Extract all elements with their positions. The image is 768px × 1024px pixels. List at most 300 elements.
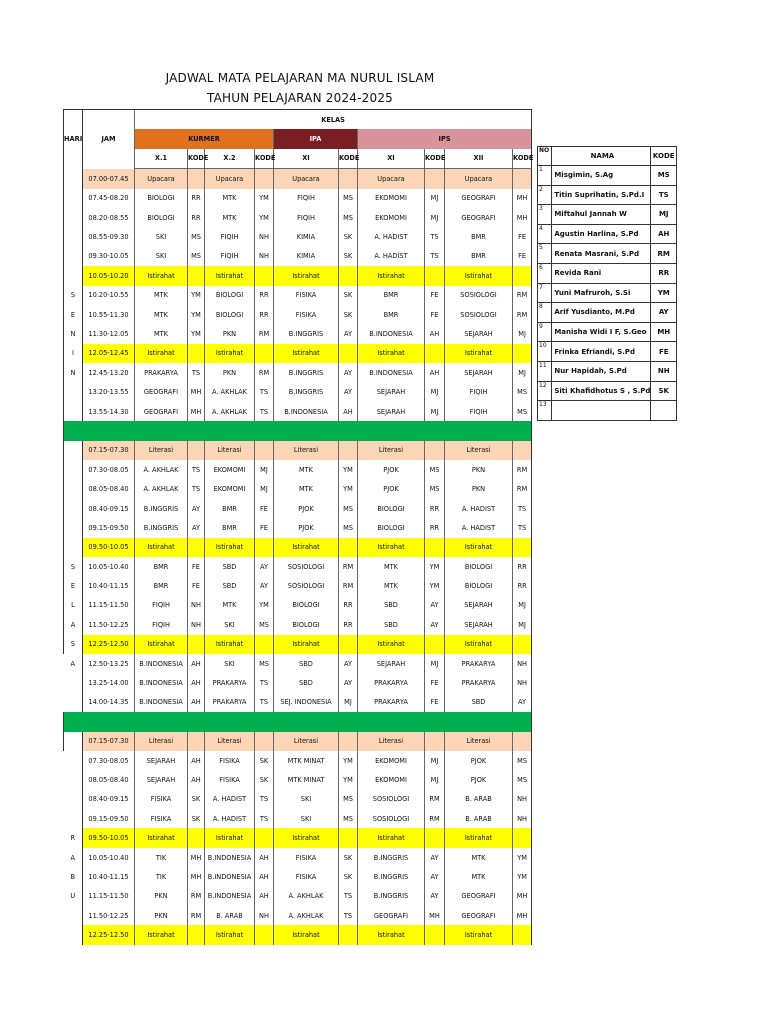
hari-header: HARI bbox=[64, 110, 83, 169]
subject-cell: Istirahat bbox=[445, 828, 513, 847]
teacher-code: NH bbox=[513, 809, 532, 828]
teacher-code bbox=[339, 828, 358, 847]
teacher-code bbox=[339, 344, 358, 363]
teacher-code bbox=[255, 925, 274, 944]
subject-cell: SOSIOLOGI bbox=[274, 557, 339, 576]
subject-cell: A. HADIST bbox=[205, 790, 255, 809]
subject-cell: SEJARAH bbox=[358, 382, 425, 401]
teacher-code: MS bbox=[188, 227, 205, 246]
teacher-code: MS bbox=[425, 479, 445, 498]
subject-cell: B. ARAB bbox=[445, 809, 513, 828]
teacher-code: MJ bbox=[425, 654, 445, 673]
teacher-kode: FE bbox=[651, 342, 677, 362]
schedule-row bbox=[64, 305, 532, 324]
class-col-header: X.1 bbox=[135, 149, 188, 169]
teacher-code bbox=[513, 732, 532, 751]
teacher-code bbox=[513, 169, 532, 189]
teacher-code bbox=[188, 538, 205, 557]
subject-cell: Literasi bbox=[205, 732, 255, 751]
subject-cell: Literasi bbox=[274, 732, 339, 751]
teacher-code: MS bbox=[425, 460, 445, 479]
teacher-code: MJ bbox=[513, 324, 532, 343]
subject-cell: B.INDONESIA bbox=[205, 867, 255, 886]
kode-col-header: KODE bbox=[255, 149, 274, 169]
ips-header: IPS bbox=[358, 129, 532, 148]
teacher-kode: MH bbox=[651, 322, 677, 342]
subject-cell: A. AKHLAK bbox=[205, 382, 255, 401]
subject-cell: SKI bbox=[135, 227, 188, 246]
subject-cell: SOSIOLOGI bbox=[445, 286, 513, 305]
teacher-code bbox=[188, 344, 205, 363]
day-letter bbox=[64, 402, 83, 421]
teacher-code: RR bbox=[513, 557, 532, 576]
teacher-no: 12 bbox=[538, 381, 552, 401]
class-col-header: X.2 bbox=[205, 149, 255, 169]
teacher-code bbox=[255, 635, 274, 654]
subject-cell: A. AKHLAK bbox=[135, 460, 188, 479]
subject-cell: A. HADIST bbox=[358, 227, 425, 246]
teacher-row bbox=[538, 322, 677, 342]
time-slot: 11.15-11.50 bbox=[83, 887, 135, 906]
teacher-code: FE bbox=[425, 305, 445, 324]
schedule-row bbox=[64, 867, 532, 886]
teacher-code: AY bbox=[339, 363, 358, 382]
subject-cell: B.INDONESIA bbox=[135, 693, 188, 712]
teacher-row bbox=[538, 166, 677, 186]
subject-cell: PRAKARYA bbox=[205, 673, 255, 692]
schedule-row bbox=[64, 673, 532, 692]
teacher-name: Manisha Widi I F, S.Geo bbox=[552, 322, 651, 342]
subject-cell: SEJARAH bbox=[135, 751, 188, 770]
subject-cell: SEJARAH bbox=[445, 363, 513, 382]
teacher-code: MS bbox=[339, 809, 358, 828]
teacher-code bbox=[188, 169, 205, 189]
teacher-no: 3 bbox=[538, 205, 552, 225]
subject-cell: BIOLOGI bbox=[274, 615, 339, 634]
kurmer-header: KURMER bbox=[135, 129, 274, 148]
teacher-code: NH bbox=[188, 615, 205, 634]
teacher-name: Agustin Harlina, S.Pd bbox=[552, 224, 651, 244]
teacher-code: AY bbox=[188, 499, 205, 518]
teacher-code bbox=[188, 266, 205, 285]
teacher-code: MJ bbox=[255, 460, 274, 479]
subject-cell: SOSIOLOGI bbox=[445, 305, 513, 324]
teacher-code: RM bbox=[425, 809, 445, 828]
subject-cell: Istirahat bbox=[445, 635, 513, 654]
teacher-code: MJ bbox=[339, 693, 358, 712]
subject-cell: FISIKA bbox=[274, 848, 339, 867]
subject-cell: Istirahat bbox=[205, 538, 255, 557]
time-slot: 12.25-12.50 bbox=[83, 635, 135, 654]
teacher-code: FE bbox=[425, 673, 445, 692]
day-letter bbox=[64, 460, 83, 479]
teacher-code: RM bbox=[339, 576, 358, 595]
class-col-header: XI bbox=[274, 149, 339, 169]
teacher-code bbox=[425, 266, 445, 285]
day-letter: L bbox=[64, 596, 83, 615]
teacher-kode: AH bbox=[651, 224, 677, 244]
day-letter bbox=[64, 732, 83, 751]
teacher-code bbox=[255, 344, 274, 363]
subject-cell: B.INGGRIS bbox=[274, 382, 339, 401]
teacher-code: RR bbox=[188, 189, 205, 208]
subject-cell: Upacara bbox=[445, 169, 513, 189]
time-slot: 12.25-12.50 bbox=[83, 925, 135, 944]
teacher-code: SK bbox=[339, 227, 358, 246]
subject-cell: MTK bbox=[205, 208, 255, 227]
teacher-code: RR bbox=[255, 286, 274, 305]
teacher-code: AH bbox=[255, 848, 274, 867]
teacher-name: Nur Hapidah, S.Pd bbox=[552, 361, 651, 381]
teacher-code: AH bbox=[255, 887, 274, 906]
teacher-code: MJ bbox=[513, 363, 532, 382]
subject-cell: GEOGRAFI bbox=[445, 208, 513, 227]
time-slot: 08.20-08.55 bbox=[83, 208, 135, 227]
teacher-code: YM bbox=[255, 189, 274, 208]
subject-cell: SBD bbox=[358, 596, 425, 615]
teacher-code bbox=[255, 266, 274, 285]
teacher-code bbox=[188, 441, 205, 460]
teacher-code: YM bbox=[425, 576, 445, 595]
subject-cell: B.INGGRIS bbox=[135, 499, 188, 518]
teacher-code: MJ bbox=[255, 479, 274, 498]
teacher-code: RM bbox=[255, 363, 274, 382]
subject-cell: SBD bbox=[274, 673, 339, 692]
schedule-row bbox=[64, 906, 532, 925]
teacher-code bbox=[188, 732, 205, 751]
teacher-code bbox=[425, 538, 445, 557]
subject-cell: FIQIH bbox=[445, 402, 513, 421]
subject-cell: MTK bbox=[445, 848, 513, 867]
subject-cell: BMR bbox=[135, 557, 188, 576]
time-slot: 08.40-09.15 bbox=[83, 790, 135, 809]
subject-cell: Istirahat bbox=[445, 266, 513, 285]
subject-cell: MTK MINAT bbox=[274, 751, 339, 770]
teacher-code: RR bbox=[339, 596, 358, 615]
teacher-code bbox=[255, 732, 274, 751]
day-letter bbox=[64, 169, 83, 189]
teacher-code: YM bbox=[188, 305, 205, 324]
teacher-code: FE bbox=[255, 499, 274, 518]
day-letter bbox=[64, 247, 83, 266]
teacher-code: RM bbox=[513, 305, 532, 324]
teacher-code bbox=[513, 344, 532, 363]
schedule-row bbox=[64, 324, 532, 343]
schedule-row bbox=[64, 402, 532, 421]
teacher-code: MJ bbox=[425, 751, 445, 770]
kode-col-header: KODE bbox=[339, 149, 358, 169]
teacher-code: AH bbox=[188, 770, 205, 789]
teacher-code bbox=[513, 538, 532, 557]
subject-cell: MTK bbox=[358, 576, 425, 595]
teacher-code: FE bbox=[513, 247, 532, 266]
teacher-code: YM bbox=[513, 848, 532, 867]
teacher-code: TS bbox=[425, 227, 445, 246]
teacher-code: AH bbox=[188, 693, 205, 712]
subject-cell: B.INDONESIA bbox=[205, 887, 255, 906]
teacher-no: 4 bbox=[538, 224, 552, 244]
teacher-name: Misgimin, S.Ag bbox=[552, 166, 651, 186]
subject-cell: GEOGRAFI bbox=[445, 906, 513, 925]
subject-cell: B.INDONESIA bbox=[205, 848, 255, 867]
subject-cell: Istirahat bbox=[135, 538, 188, 557]
teacher-code: YM bbox=[339, 460, 358, 479]
subject-cell: PJOK bbox=[445, 770, 513, 789]
teacher-code: SK bbox=[339, 848, 358, 867]
subject-cell: FIQIH bbox=[274, 208, 339, 227]
teacher-code: NH bbox=[255, 227, 274, 246]
subject-cell: MTK bbox=[135, 286, 188, 305]
time-slot: 12.05-12.45 bbox=[83, 344, 135, 363]
subject-cell: A. HADIST bbox=[205, 809, 255, 828]
subject-cell: B.INGGRIS bbox=[358, 887, 425, 906]
teacher-code bbox=[425, 828, 445, 847]
time-slot: 10.40-11.15 bbox=[83, 867, 135, 886]
teacher-code: AH bbox=[339, 402, 358, 421]
teacher-code: MH bbox=[513, 208, 532, 227]
subject-cell: Literasi bbox=[135, 441, 188, 460]
subject-cell: MTK bbox=[274, 460, 339, 479]
kode-col-header: KODE bbox=[513, 149, 532, 169]
time-slot: 13.25-14.00 bbox=[83, 673, 135, 692]
time-slot: 08.40-09.15 bbox=[83, 499, 135, 518]
teacher-code: NH bbox=[255, 906, 274, 925]
teacher-code: TS bbox=[255, 402, 274, 421]
page-title: JADWAL MATA PELAJARAN MA NURUL ISLAM bbox=[165, 71, 435, 85]
day-letter bbox=[64, 479, 83, 498]
teacher-code: TS bbox=[188, 479, 205, 498]
teacher-code: MH bbox=[513, 887, 532, 906]
teacher-code: MS bbox=[513, 770, 532, 789]
teacher-row bbox=[538, 361, 677, 381]
time-slot: 12.50-13.25 bbox=[83, 654, 135, 673]
teacher-code: SK bbox=[255, 770, 274, 789]
subject-cell: Istirahat bbox=[274, 925, 339, 944]
subject-cell: B.INDONESIA bbox=[135, 673, 188, 692]
subject-cell: A. HADIST bbox=[445, 499, 513, 518]
teacher-code: YM bbox=[188, 286, 205, 305]
time-slot: 09.50-10.05 bbox=[83, 538, 135, 557]
teacher-code: NH bbox=[513, 654, 532, 673]
subject-cell: TIK bbox=[135, 848, 188, 867]
subject-cell: Istirahat bbox=[358, 538, 425, 557]
teacher-code: TS bbox=[425, 247, 445, 266]
teacher-code: YM bbox=[339, 751, 358, 770]
day-letter bbox=[64, 227, 83, 246]
day-letter bbox=[64, 382, 83, 401]
teacher-kode: RR bbox=[651, 263, 677, 283]
teacher-code: TS bbox=[255, 382, 274, 401]
subject-cell: GEOGRAFI bbox=[135, 382, 188, 401]
subject-cell: B.INDONESIA bbox=[135, 654, 188, 673]
subject-cell: PRAKARYA bbox=[205, 693, 255, 712]
teacher-name: Siti Khafidhotus S , S.Pd bbox=[552, 381, 651, 401]
teacher-code: YM bbox=[513, 867, 532, 886]
time-slot: 10.05-10.40 bbox=[83, 848, 135, 867]
schedule-row bbox=[64, 363, 532, 382]
subject-cell: B.INGGRIS bbox=[358, 848, 425, 867]
day-letter: S bbox=[64, 286, 83, 305]
time-slot: 11.50-12.25 bbox=[83, 906, 135, 925]
time-slot: 08.05-08.40 bbox=[83, 479, 135, 498]
separator-bar bbox=[64, 421, 532, 440]
subject-cell: Literasi bbox=[358, 441, 425, 460]
schedule-row bbox=[64, 441, 532, 460]
teacher-code: MS bbox=[513, 751, 532, 770]
subject-cell: B.INGGRIS bbox=[274, 324, 339, 343]
subject-cell: Istirahat bbox=[135, 266, 188, 285]
teacher-row bbox=[538, 244, 677, 264]
teacher-code: AY bbox=[339, 654, 358, 673]
teacher-code: TS bbox=[188, 363, 205, 382]
subject-cell: BIOLOGI bbox=[358, 499, 425, 518]
day-letter bbox=[64, 770, 83, 789]
subject-cell: A. AKHLAK bbox=[205, 402, 255, 421]
class-col-header: XI bbox=[358, 149, 425, 169]
subject-cell: Istirahat bbox=[358, 344, 425, 363]
time-slot: 13.55-14.30 bbox=[83, 402, 135, 421]
teacher-code: TS bbox=[513, 499, 532, 518]
subject-cell: PRAKARYA bbox=[358, 673, 425, 692]
teacher-code: TS bbox=[255, 673, 274, 692]
schedule-row bbox=[64, 538, 532, 557]
subject-cell: B.INDONESIA bbox=[274, 402, 339, 421]
teacher-code: YM bbox=[255, 208, 274, 227]
subject-cell: BMR bbox=[445, 227, 513, 246]
teacher-code: AH bbox=[188, 751, 205, 770]
subject-cell: SBD bbox=[445, 693, 513, 712]
teacher-code bbox=[188, 925, 205, 944]
teacher-code bbox=[188, 635, 205, 654]
time-slot: 10.05-10.40 bbox=[83, 557, 135, 576]
subject-cell: Istirahat bbox=[274, 538, 339, 557]
subject-cell: TIK bbox=[135, 867, 188, 886]
teacher-name: Miftahul Jannah W bbox=[552, 205, 651, 225]
schedule-row bbox=[64, 247, 532, 266]
teacher-name: Arif Yusdianto, M.Pd bbox=[552, 303, 651, 323]
teacher-kode: YM bbox=[651, 283, 677, 303]
subject-cell: B. ARAB bbox=[205, 906, 255, 925]
subject-cell: Istirahat bbox=[274, 344, 339, 363]
subject-cell: A. HADIST bbox=[445, 518, 513, 537]
day-letter bbox=[64, 441, 83, 460]
schedule-row bbox=[64, 169, 532, 189]
subject-cell: EKOMOMI bbox=[205, 479, 255, 498]
separator-bar bbox=[64, 712, 532, 731]
day-letter: E bbox=[64, 576, 83, 595]
day-letter bbox=[64, 518, 83, 537]
day-letter bbox=[64, 693, 83, 712]
teacher-code: AH bbox=[425, 363, 445, 382]
subject-cell: BIOLOGI bbox=[205, 286, 255, 305]
teacher-code: AY bbox=[339, 673, 358, 692]
teacher-code: YM bbox=[425, 557, 445, 576]
teacher-no: 10 bbox=[538, 342, 552, 362]
subject-cell: MTK MINAT bbox=[274, 770, 339, 789]
teacher-code: FE bbox=[425, 693, 445, 712]
teacher-code: TS bbox=[339, 887, 358, 906]
subject-cell: PJOK bbox=[274, 518, 339, 537]
subject-cell: Literasi bbox=[358, 732, 425, 751]
teacher-code bbox=[339, 732, 358, 751]
subject-cell: SEJARAH bbox=[445, 324, 513, 343]
subject-cell: Literasi bbox=[274, 441, 339, 460]
subject-cell: Istirahat bbox=[205, 925, 255, 944]
teacher-code: MH bbox=[188, 402, 205, 421]
schedule-row bbox=[64, 557, 532, 576]
subject-cell: A. AKHLAK bbox=[274, 906, 339, 925]
teacher-name bbox=[552, 401, 651, 421]
page-subtitle: TAHUN PELAJARAN 2024-2025 bbox=[207, 91, 393, 105]
teacher-code: YM bbox=[188, 324, 205, 343]
subject-cell: FIQIH bbox=[135, 615, 188, 634]
day-letter: S bbox=[64, 557, 83, 576]
subject-cell: A. AKHLAK bbox=[274, 887, 339, 906]
teacher-code: AY bbox=[255, 557, 274, 576]
subject-cell: FIQIH bbox=[205, 247, 255, 266]
day-letter: R bbox=[64, 828, 83, 847]
schedule-table bbox=[63, 109, 532, 945]
subject-cell: BIOLOGI bbox=[274, 596, 339, 615]
subject-cell: SBD bbox=[205, 576, 255, 595]
subject-cell: BMR bbox=[358, 286, 425, 305]
subject-cell: Istirahat bbox=[445, 925, 513, 944]
teacher-code: MJ bbox=[425, 189, 445, 208]
subject-cell: B. ARAB bbox=[445, 790, 513, 809]
subject-cell: BMR bbox=[135, 576, 188, 595]
subject-cell: PJOK bbox=[274, 499, 339, 518]
day-letter: S bbox=[64, 635, 83, 654]
schedule-row bbox=[64, 693, 532, 712]
time-slot: 07.00-07.45 bbox=[83, 169, 135, 189]
time-slot: 10.05-10.20 bbox=[83, 266, 135, 285]
schedule-row bbox=[64, 790, 532, 809]
teacher-code: MS bbox=[339, 208, 358, 227]
teacher-code: MJ bbox=[513, 615, 532, 634]
teacher-code: SK bbox=[339, 867, 358, 886]
teacher-code: SK bbox=[339, 286, 358, 305]
teacher-code bbox=[339, 538, 358, 557]
teacher-code: TS bbox=[188, 460, 205, 479]
teacher-code: MS bbox=[255, 654, 274, 673]
day-letter: E bbox=[64, 305, 83, 324]
teacher-no: 13 bbox=[538, 401, 552, 421]
subject-cell: Istirahat bbox=[205, 635, 255, 654]
teacher-code: AY bbox=[188, 518, 205, 537]
subject-cell: FIQIH bbox=[135, 596, 188, 615]
teacher-code: FE bbox=[188, 557, 205, 576]
schedule-row bbox=[64, 208, 532, 227]
teacher-row bbox=[538, 342, 677, 362]
subject-cell: PRAKARYA bbox=[358, 693, 425, 712]
teacher-code: MS bbox=[513, 402, 532, 421]
subject-cell: FISIKA bbox=[205, 770, 255, 789]
subject-cell: GEOGRAFI bbox=[358, 906, 425, 925]
class-col-header: XII bbox=[445, 149, 513, 169]
subject-cell: SBD bbox=[274, 654, 339, 673]
subject-cell: Literasi bbox=[135, 732, 188, 751]
day-letter bbox=[64, 790, 83, 809]
schedule-row bbox=[64, 635, 532, 654]
time-slot: 08.55-09.30 bbox=[83, 227, 135, 246]
subject-cell: SEJARAH bbox=[135, 770, 188, 789]
teacher-kode: TS bbox=[651, 185, 677, 205]
subject-cell: Istirahat bbox=[135, 828, 188, 847]
schedule-row bbox=[64, 460, 532, 479]
teacher-code: RR bbox=[255, 305, 274, 324]
teacher-code: MJ bbox=[425, 208, 445, 227]
day-letter: U bbox=[64, 887, 83, 906]
